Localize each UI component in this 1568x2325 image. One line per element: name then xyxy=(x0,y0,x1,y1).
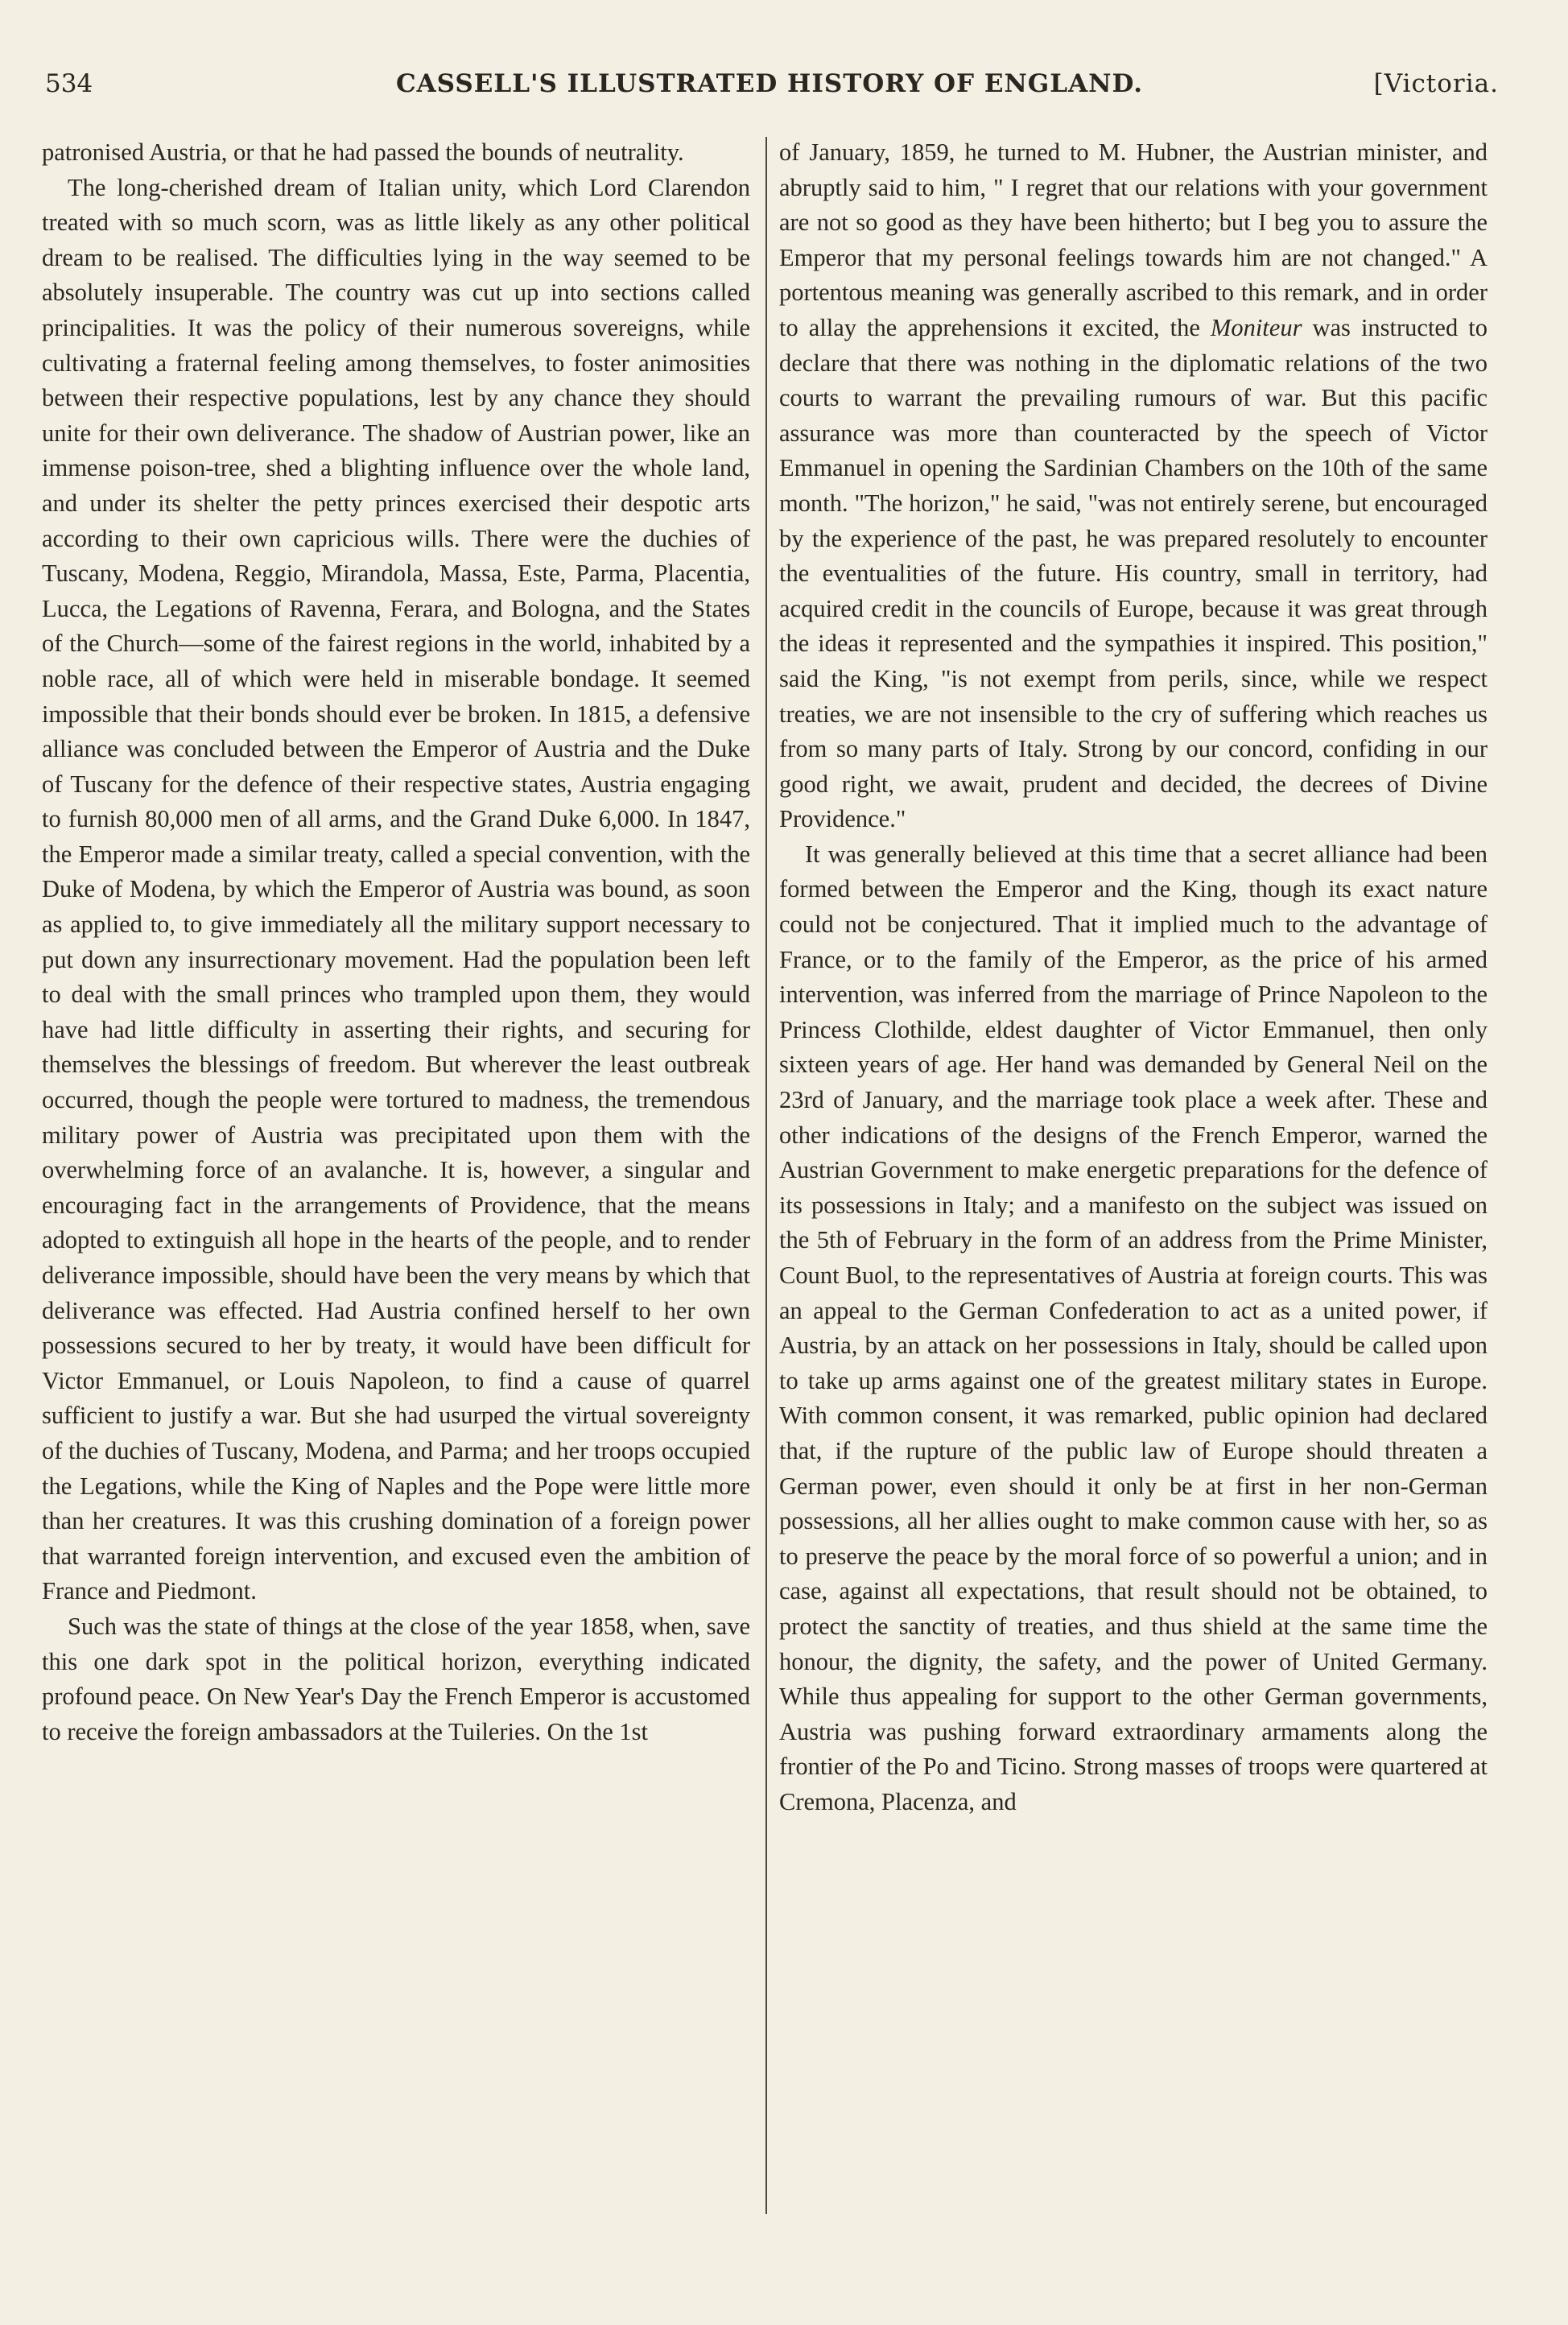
section-tag: [Victoria. xyxy=(1373,69,1499,98)
paragraph-text: was instructed to declare that there was nothing in the diplomatic relations of the two courts to warrant the prevailing rumours of war. But this pacific assurance was more than counteracted by the speech of Victor Emmanuel in opening the Sardinian Chambers on the 10th of the same month. "The horizon," he said, "was not entirely serene, but encouraged by the experience of the past, he was prepared resolutely to encounter the eventualities of the future. His country, small in territory, had acquired credit in the councils of Europe, because it was great through the ideas it represented and the sympathies it inspired. This position," said the King, "is not exempt from perils, since, while we respect treaties, we are not insensible to the cry of suffering which reaches us from so many parts of Italy. Strong by our concord, confiding in our good right, we await, prudent and decided, the decrees of Divine Providence." xyxy=(779,313,1488,833)
paragraph: The long-cherished dream of Italian unity, which Lord Clarendon treated with so much scorn, was as little likely as any other political dream to be realised. The difficulties lying in the way seemed to be absolutely insuperable. The country was cut up into sections called principalities. It was the policy of their numerous sovereigns, while cultivating a fraternal feeling among themselves, to foster animosities between their respective populations, lest by any chance they should unite for their own deliverance. The shadow of Austrian power, like an immense poison-tree, shed a blighting influence over the whole land, and under its shelter the petty princes exercised their despotic arts according to their own capricious wills. There were the duchies of Tuscany, Modena, Reggio, Mirandola, Massa, Este, Parma, Placentia, Lucca, the Legations of Ravenna, Ferara, and Bologna, and the States of the Church—some of the fairest regions in the world, inhabited by a noble race, all of which were held in miserable bondage. It seemed impossible that their bonds should ever be broken. In 1815, a defensive alliance was concluded between the Emperor of Austria and the Duke of Tuscany for the defence of their respective states, Austria engaging to furnish 80,000 men of all arms, and the Grand Duke 6,000. In 1847, the Emperor made a similar treaty, called a special convention, with the Duke of Modena, by which the Emperor of Austria was bound, as soon as applied to, to give immediately all the military support necessary to put down any insurrectionary movement. Had the population been left to deal with the small princes who trampled upon them, they would have had little difficulty in asserting their rights, and securing for themselves the blessings of freedom. But wherever the least outbreak occurred, though the people were tortured to madness, the tremendous military power of Austria was precipitated upon them with the overwhelming force of an avalanche. It is, however, a singular and encouraging fact in the arrangements of Providence, that the means adopted to extinguish all hope in the hearts of the people, and to render deliverance impossible, should have been the very means by which that deliverance was effected. Had Austria confined herself to her own possessions secured to her by treaty, it would have been difficult for Victor Emmanuel, or Louis Napoleon, to find a cause of quarrel sufficient to justify a war. But she had usurped the virtual sovereignty of the duchies of Tuscany, Modena, and Parma; and her troops occupied the Legations, while the King of Naples and the Pope were little more than her creatures. It was this crushing domination of a foreign power that warranted foreign intervention, and excused even the ambition of France and Piedmont. xyxy=(42,173,750,1605)
right-column xyxy=(779,135,1488,1820)
page-header xyxy=(45,69,1499,109)
paragraph-text: of January, 1859, he turned to M. Hubner, the Austrian minister, and abruptly said to him, " I regret that our relations with your government are not so good as they have been hitherto; but I beg you to assure the Emperor that my personal feelings towards him are not changed." A portentous meaning was generally ascribed to this remark, and in order to allay the apprehensions it excited, the xyxy=(779,138,1488,341)
page-number: 534 xyxy=(45,69,93,98)
paragraph: Such was the state of things at the close of the year 1858, when, save this one dark spot in the political horizon, everything indicated profound peace. On New Year's Day the French Emperor is accustomed to receive the foreign ambassadors at the Tuileries. On the 1st xyxy=(42,1612,750,1745)
paragraph: patronised Austria, or that he had passed the bounds of neutrality. xyxy=(42,138,684,166)
newspaper-title: Moniteur xyxy=(1210,313,1302,341)
left-column xyxy=(42,135,750,1749)
paragraph: It was generally believed at this time that a secret alliance had been formed between the Emperor and the King, though its exact nature could not be conjectured. That it implied much to the advantage of France, or to the family of the Emperor, as the price of his armed intervention, was inferred from the marriage of Prince Napoleon to the Princess Clothilde, eldest daughter of Victor Emmanuel, then only sixteen years of age. Her hand was demanded by General Neil on the 23rd of January, and the marriage took place a week after. These and other indications of the designs of the French Emperor, warned the Austrian Government to make energetic preparations for the defence of its possessions in Italy; and a manifesto on the subject was issued on the 5th of February in the form of an address from the Prime Minister, Count Buol, to the representatives of Austria at foreign courts. This was an appeal to the German Confederation to act as a united power, if Austria, by an attack on her possessions in Italy, should be called upon to take up arms against one of the greatest military states in Europe. With common consent, it was remarked, public opinion had declared that, if the rupture of the public law of Europe should threaten a German power, even should it only be at first in her non-German possessions, all her allies ought to make common cause with her, so as to preserve the peace by the moral force of so powerful a union; and in case, against all expectations, that result should not be obtained, to protect the sanctity of treaties, and thus shield at the same time the honour, the dignity, the safety, and the power of United Germany. While thus appealing for support to the other German governments, Austria was pushing forward extraordinary armaments along the frontier of the Po and Ticino. Strong masses of troops were quartered at Cremona, Placenza, and xyxy=(779,840,1488,1815)
column-divider xyxy=(765,137,767,2214)
running-title: CASSELL'S ILLUSTRATED HISTORY OF ENGLAND. xyxy=(395,69,1144,98)
paragraph xyxy=(779,135,1488,837)
